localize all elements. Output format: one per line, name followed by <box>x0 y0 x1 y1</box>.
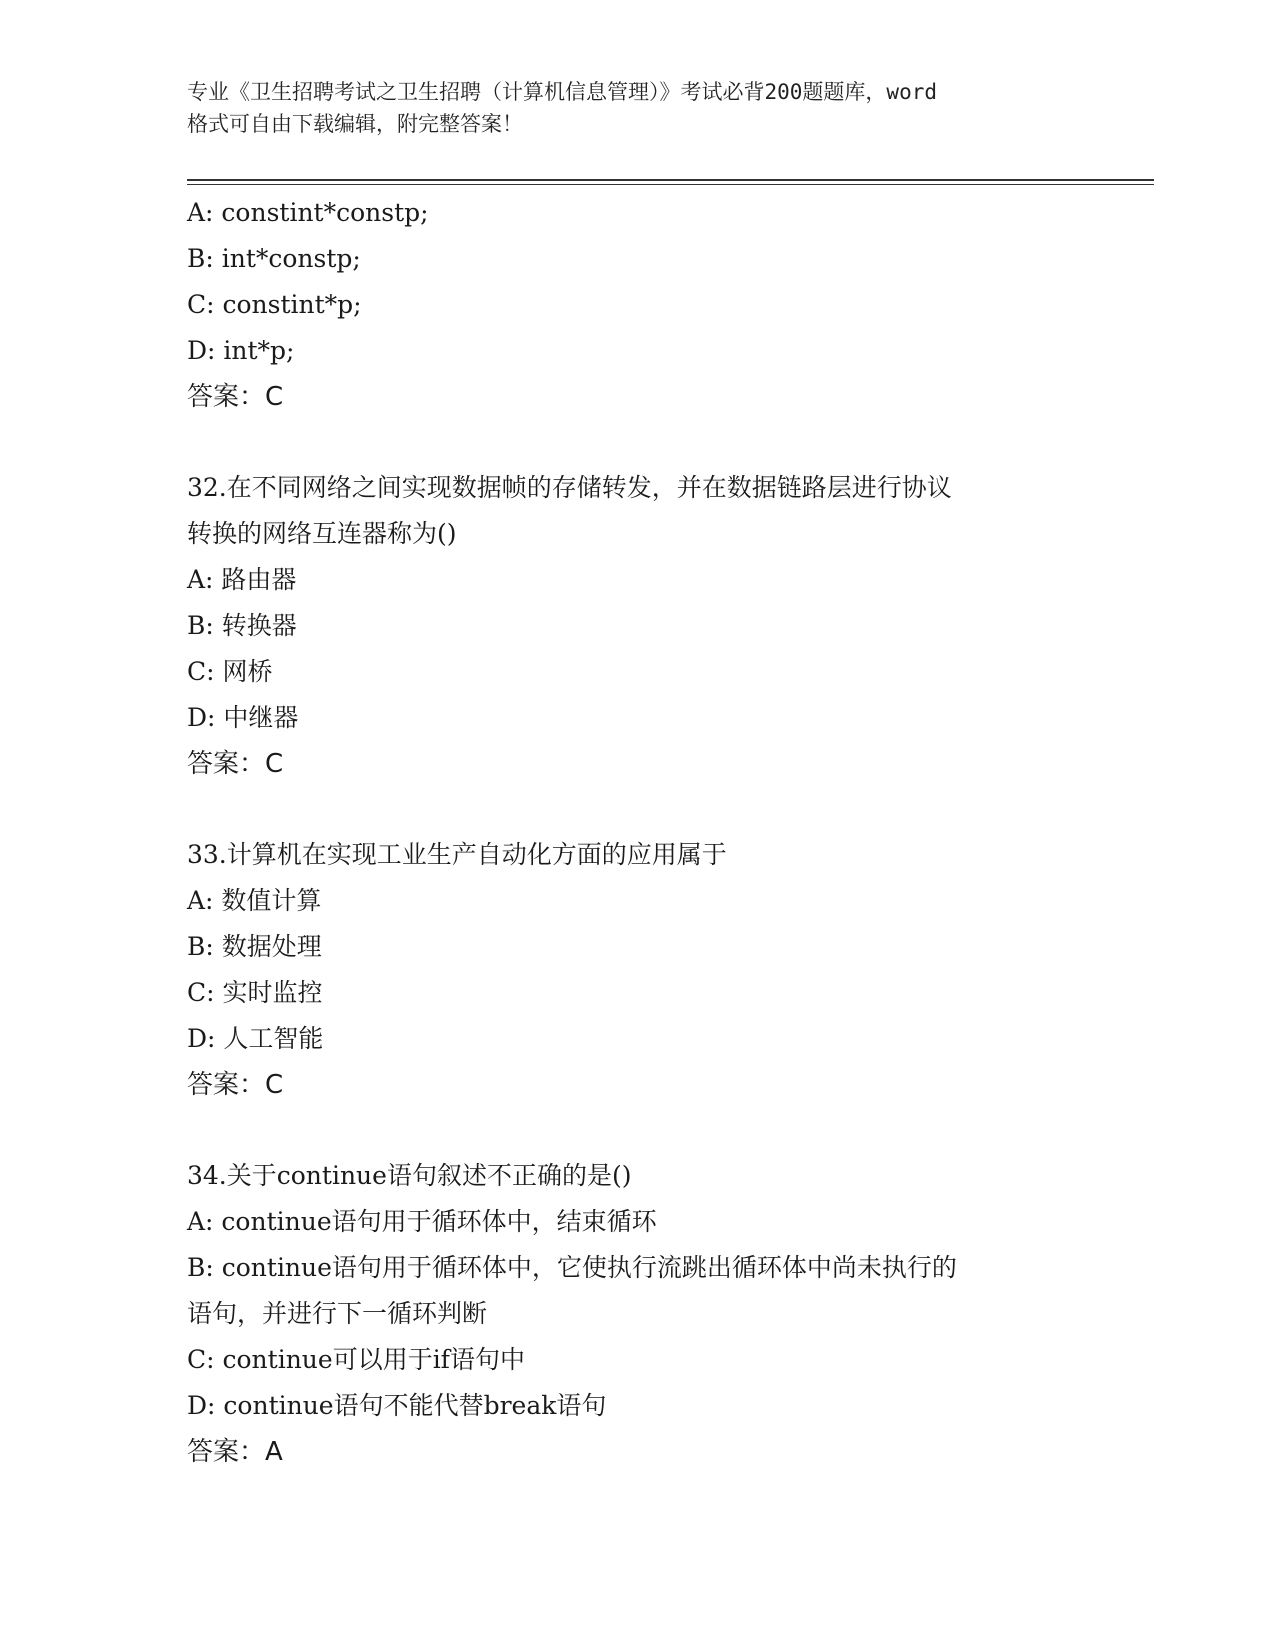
answer-label: 答案：C <box>187 1070 284 1100</box>
option-c: C: 网桥 <box>187 657 273 686</box>
header-line-1: 专业《卫生招聘考试之卫生招聘（计算机信息管理）》考试必背200题题库，word <box>187 80 937 104</box>
option-b-continued: 语句，并进行下一循环判断 <box>187 1299 488 1328</box>
header-divider-thick <box>187 179 1154 181</box>
answer-label: 答案：C <box>187 749 284 779</box>
question-32 <box>187 465 1087 787</box>
question-34 <box>187 1153 1087 1475</box>
option-a: A: 路由器 <box>187 565 297 594</box>
option-b: B: continue语句用于循环体中，它使执行流跳出循环体中尚未执行的 <box>187 1253 957 1282</box>
option-b: B: int*constp; <box>187 244 361 273</box>
page-header <box>187 76 1087 140</box>
question-title-line-2: 转换的网络互连器称为() <box>187 519 457 548</box>
option-d: D: int*p; <box>187 336 295 365</box>
spacer <box>187 1108 1087 1153</box>
question-31 <box>187 190 1087 420</box>
document-body <box>187 190 1087 1475</box>
option-c: C: continue可以用于if语句中 <box>187 1345 525 1374</box>
option-b: B: 转换器 <box>187 611 297 640</box>
question-33 <box>187 832 1087 1108</box>
option-b: B: 数据处理 <box>187 932 322 961</box>
option-d: D: 中继器 <box>187 703 299 732</box>
answer-label: 答案：C <box>187 382 284 412</box>
question-title-line-1: 33.计算机在实现工业生产自动化方面的应用属于 <box>187 840 727 869</box>
option-c: C: constint*p; <box>187 290 362 319</box>
option-c: C: 实时监控 <box>187 978 323 1007</box>
question-title-line-1: 34.关于continue语句叙述不正确的是() <box>187 1161 632 1190</box>
spacer <box>187 787 1087 832</box>
option-a: A: 数值计算 <box>187 886 322 915</box>
header-divider-thin <box>187 184 1154 185</box>
question-title-line-1: 32.在不同网络之间实现数据帧的存储转发，并在数据链路层进行协议 <box>187 473 952 502</box>
header-line-2: 格式可自由下载编辑，附完整答案！ <box>187 112 523 136</box>
spacer <box>187 420 1087 465</box>
answer-label: 答案：A <box>187 1437 283 1467</box>
option-d: D: 人工智能 <box>187 1024 324 1053</box>
option-a: A: constint*constp; <box>187 198 429 227</box>
option-d: D: continue语句不能代替break语句 <box>187 1391 607 1420</box>
option-a: A: continue语句用于循环体中，结束循环 <box>187 1207 657 1236</box>
